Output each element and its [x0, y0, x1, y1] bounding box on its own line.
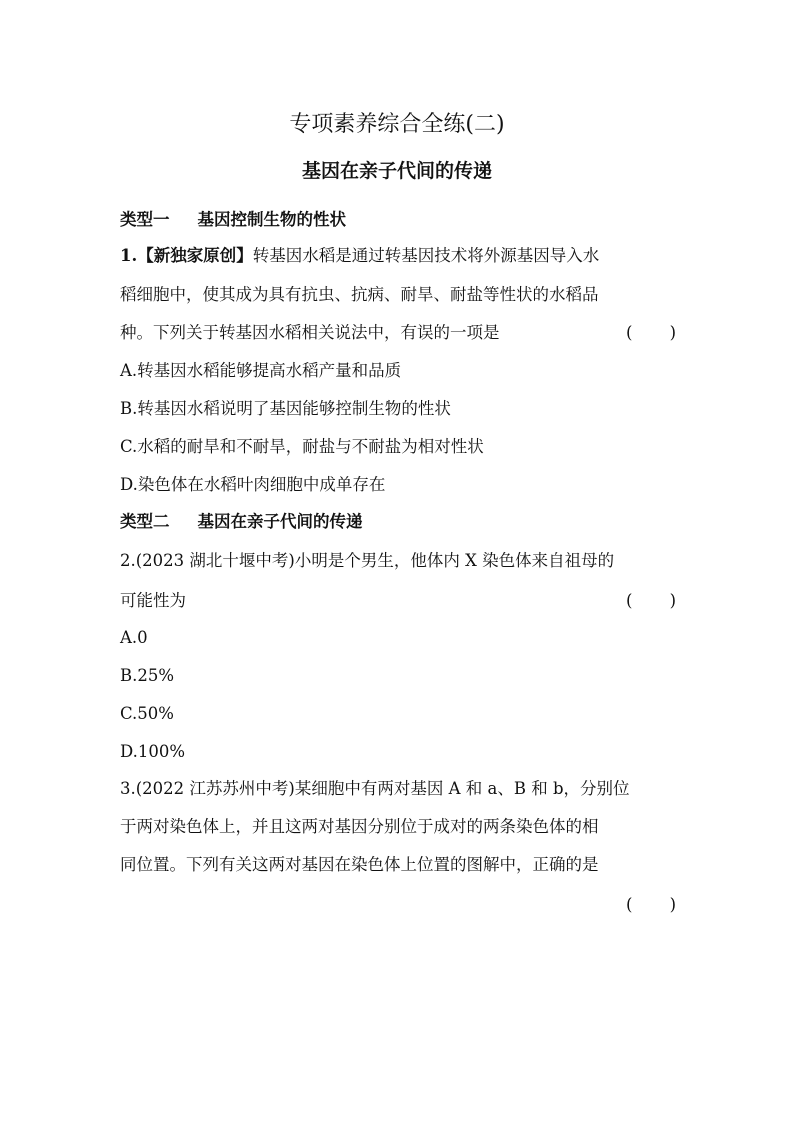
question-1-line-3 [120, 321, 676, 345]
section-label: 类型二 [120, 512, 170, 531]
question-1-line-2: 稻细胞中，使其成为具有抗虫、抗病、耐旱、耐盐等性状的水稻品 [120, 285, 599, 304]
section-heading-2 [120, 510, 676, 534]
question-3-line-1: 3.(2022 江苏苏州中考)某细胞中有两对基因 A 和 a、B 和 b，分别位 [120, 779, 630, 798]
answer-parentheses: ( ) [626, 323, 676, 342]
page-title: 专项素养综合全练(二) [289, 112, 505, 137]
q2-option-d: D.100% [120, 742, 186, 761]
question-3-line-4 [120, 893, 676, 917]
question-text: 转基因水稻是通过转基因技术将外源基因导入水 [252, 246, 600, 265]
question-3-line-3: 同位置。下列有关这两对基因在染色体上位置的图解中，正确的是 [120, 855, 599, 874]
section-label: 类型一 [120, 210, 170, 229]
question-1-line-1 [120, 244, 676, 268]
page-subtitle: 基因在亲子代间的传递 [301, 160, 492, 182]
question-tag: 【新独家原创】 [137, 246, 253, 265]
question-2-line-2 [120, 589, 676, 613]
section-title: 基因控制生物的性状 [197, 210, 346, 229]
answer-parentheses: ( ) [626, 895, 676, 914]
question-text: 种。下列关于转基因水稻相关说法中，有误的一项是 [120, 323, 500, 342]
q2-option-c: C.50% [120, 704, 174, 723]
q2-option-b: B.25% [120, 666, 175, 685]
answer-parentheses: ( ) [626, 591, 676, 610]
q1-option-c: C.水稻的耐旱和不耐旱，耐盐与不耐盐为相对性状 [120, 437, 484, 456]
question-2-line-1: 2.(2023 湖北十堰中考)小明是个男生，他体内 X 染色体来自祖母的 [120, 551, 615, 570]
q1-option-d: D.染色体在水稻叶肉细胞中成单存在 [120, 475, 386, 494]
q2-option-a: A.0 [120, 628, 148, 647]
q1-option-b: B.转基因水稻说明了基因能够控制生物的性状 [120, 399, 451, 418]
question-number: 1. [120, 246, 138, 265]
question-3-line-2: 于两对染色体上，并且这两对基因分别位于成对的两条染色体的相 [120, 817, 599, 836]
section-title: 基因在亲子代间的传递 [197, 512, 363, 531]
q1-option-a: A.转基因水稻能够提高水稻产量和品质 [120, 361, 402, 380]
section-heading-1 [120, 208, 676, 232]
question-text: 可能性为 [120, 591, 186, 610]
